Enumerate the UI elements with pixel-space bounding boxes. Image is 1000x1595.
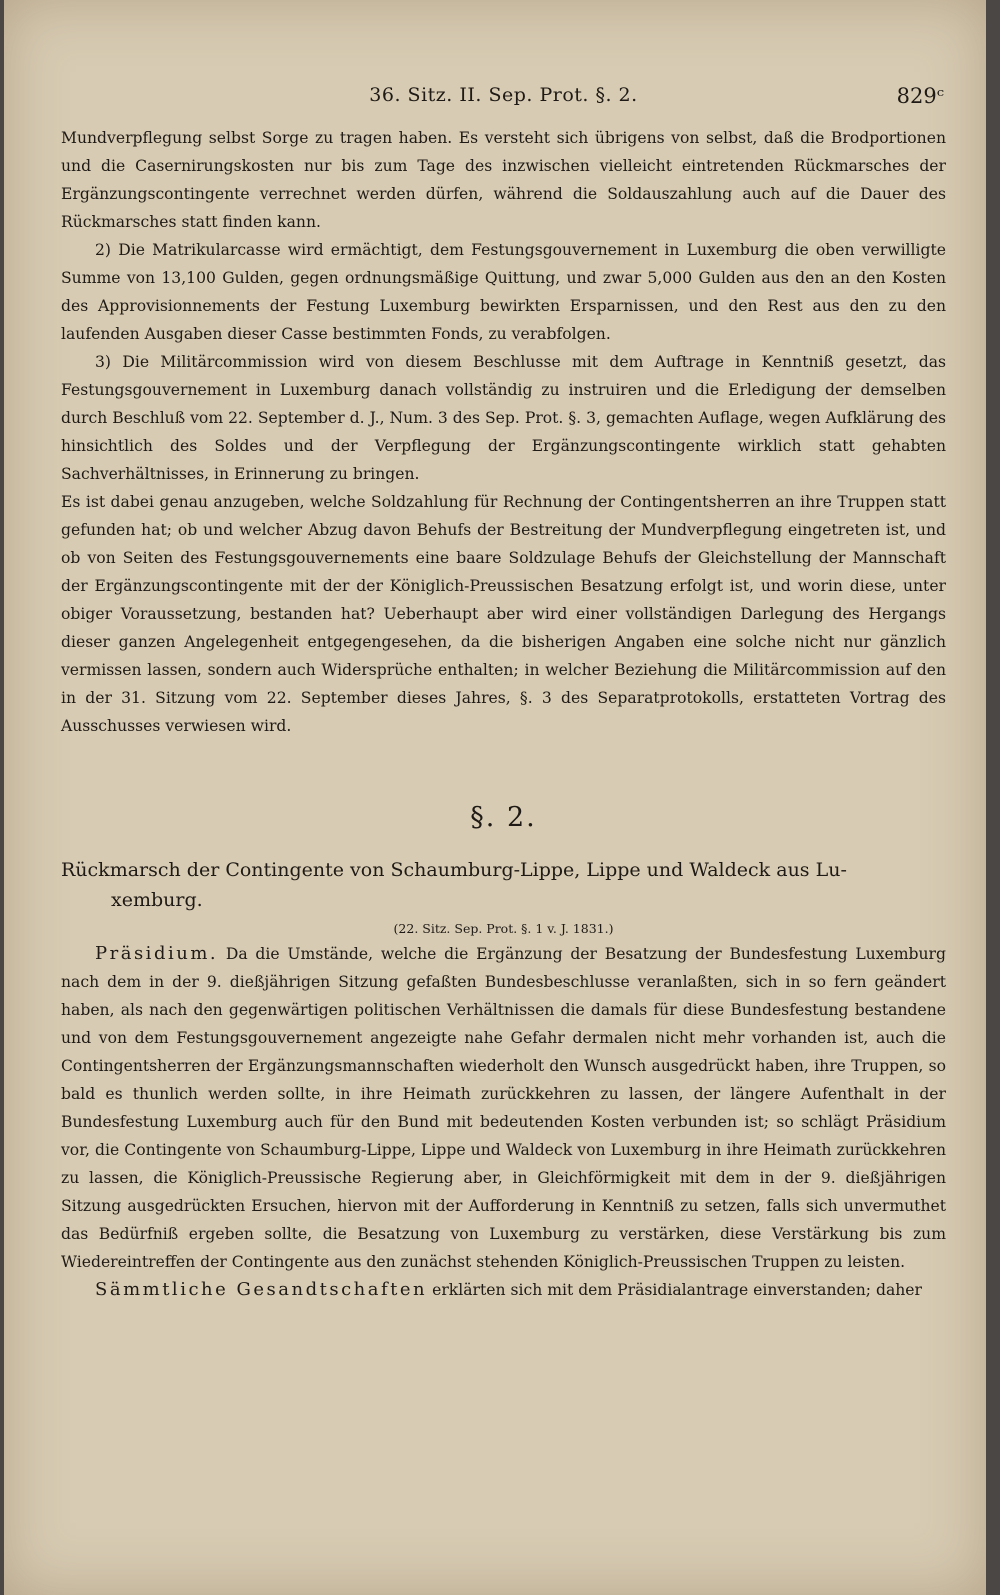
book-page <box>4 0 986 1595</box>
speaker-delegations: Sämmtliche Gesandtschaften <box>95 1279 428 1300</box>
speaker-presidium: Präsidium. <box>95 943 219 964</box>
paragraph-item-3: 3) Die Militärcommission wird von diesem Beschlusse mit dem Auftrage in Kenntniß gesetzt, das Festungsgouvernement in Luxemburg danach vollständig zu instruiren und die Erledigung der demselben durch Beschluß vom 22. September d. J., Num. 3 des Sep. Prot. §. 3, gemachten Auflage, wegen Aufklärung des hinsichtlich des Soldes und der Verpflegung der Ergänzungscontingente wirklich statt gehabten Sachverhältnisses, in Erinnerung zu bringen. <box>61 353 946 483</box>
paragraph-final <box>61 1276 946 1304</box>
section-title-line: Rückmarsch der Contingente von Schaumburg-Lippe, Lippe und Waldeck aus Lu- <box>61 859 847 881</box>
running-head: 36. Sitz. II. Sep. Prot. §. 2. <box>369 84 638 106</box>
protocol-reference: (22. Sitz. Sep. Prot. §. 1 v. J. 1831.) <box>393 921 614 936</box>
final-text: erklärten sich mit dem Präsidialantrage einverstanden; daher <box>432 1281 922 1299</box>
page-header <box>61 84 946 120</box>
presidium-text: Da die Umstände, welche die Ergänzung der Besatzung der Bundesfestung Luxemburg nach dem in der 9. dießjährigen Sitzung gefaßten Bundesbeschlusse veranlaßten, sich in so fern geändert haben, als nach den gegenwärtigen politischen Verhältnissen die damals für diese Bundesfestung bestandene und von dem Festungsgouvernement angezeigte nahe Gefahr dermalen nicht mehr vorhanden ist, auch die Contingentsherren der Ergänzungsmannschaften wiederholt den Wunsch ausgedrückt haben, ihre Truppen, so bald es thunlich werden sollte, in ihre Heimath zurückkehren zu lassen, der längere Aufenthalt in der Bundesfestung Luxemburg auch für den Bund mit bedeutenden Kosten verbunden ist; so schlägt Präsidium vor, die Contingente von Schaumburg-Lippe, Lippe und Waldeck von Luxemburg in ihre Heimath zurückkehren zu lassen, die Königlich-Preussische Regierung aber, in Gleichförmigkeit mit dem in der 9. dießjährigen Sitzung ausgedrückten Ersuchen, hiervon mit der Aufforderung in Kenntniß zu setzen, falls sich unvermuthet das Bedürfniß ergeben sollte, die Besatzung von Luxemburg zu verstärken, diese Verstärkung bis zum Wiedereintreffen der Contingente aus den zunächst stehenden Königlich-Preussischen Truppen zu leisten. <box>61 945 946 1271</box>
paragraph-continuation: Mundverpflegung selbst Sorge zu tragen haben. Es versteht sich übrigens von selbst, daß die Brodportionen und die Casernirungskosten nur bis zum Tage des inzwischen vielleicht eintretenden Rückmarsches der Ergänzungscontingente verrechnet werden dürfen, während die Soldauszahlung auch auf die Dauer des Rückmarsches statt finden kann. <box>61 129 946 231</box>
section-title-continuation: xemburg. <box>111 889 203 911</box>
section-mark: §. 2. <box>470 802 537 833</box>
paragraph-details: Es ist dabei genau anzugeben, welche Soldzahlung für Rechnung der Contingentsherren an ihre Truppen statt gefunden hat; ob und welcher Abzug davon Behufs der Bestreitung der Mundverpflegung eingetreten ist, und ob von Seiten des Festungsgouvernements eine baare Soldzulage Behufs der Gleichstellung der Mannschaft der Ergänzungscontingente mit der der Königlich-Preussischen Besatzung erfolgt ist, und worin diese, unter obiger Voraussetzung, bestanden hat? Ueberhaupt aber wird einer vollständigen Darlegung des Hergangs dieser ganzen Angelegenheit entgegengesehen, da die bisherigen Angaben eine solche nicht nur gänzlich vermissen lassen, sondern auch Widersprüche enthalten; in welcher Beziehung die Militärcommission auf den in der 31. Sitzung vom 22. September dieses Jahres, §. 3 des Separatprotokolls, erstatteten Vortrag des Ausschusses verwiesen wird. <box>61 493 946 735</box>
section-title <box>61 855 946 915</box>
paragraph-presidium <box>61 940 946 1276</box>
page-number: 829ᶜ <box>896 84 944 108</box>
paragraph-item-2: 2) Die Matrikularcasse wird ermächtigt, dem Festungsgouvernement in Luxemburg die oben verwilligte Summe von 13,100 Gulden, gegen ordnungsmäßige Quittung, und zwar 5,000 Gulden aus den an den Kosten des Approvisionnements der Festung Luxemburg bewirkten Ersparnissen, und den Rest aus den zu den laufenden Ausgaben dieser Casse bestimmten Fonds, zu verabfolgen. <box>61 241 946 343</box>
